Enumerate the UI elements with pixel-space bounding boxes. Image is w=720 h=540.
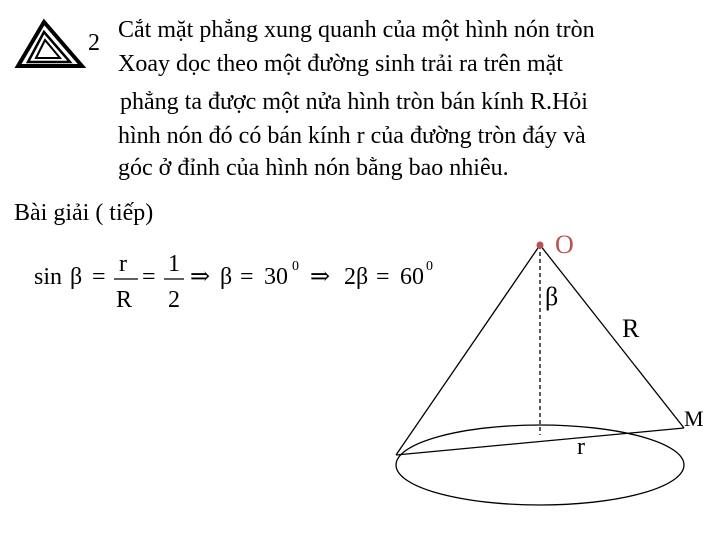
problem-text-line-5: góc ở đỉnh của hình nón bằng bao nhiêu.: [118, 155, 509, 181]
fraction-1-numerator: r: [119, 251, 127, 277]
formula-beta-2: β: [220, 264, 233, 290]
problem-text-line-2: Xoay dọc theo một đường sinh trải ra trên mặt: [118, 51, 563, 77]
formula-degree-2: 0: [426, 259, 433, 274]
problem-text-line-1: Cắt mặt phẳng xung quanh của một hình nón tròn: [118, 17, 595, 43]
formula-two-beta: 2β: [344, 264, 369, 290]
fraction-2-numerator: 1: [168, 251, 180, 277]
problem-text-line-4: hình nón đó có bán kính r của đường tròn đáy và: [118, 123, 586, 149]
formula-value-2: 60: [400, 264, 424, 290]
formula-value-1: 30: [264, 264, 288, 290]
formula-sin: sin: [34, 264, 63, 290]
solution-heading: Bài giải ( tiếp): [14, 200, 154, 226]
fraction-1-denominator: R: [116, 287, 133, 313]
radius-label: r: [577, 434, 585, 460]
formula-equals-1: =: [92, 264, 106, 290]
slant-line-left: [396, 245, 540, 455]
formula-equals-3: =: [240, 264, 254, 290]
formula-equals-2: =: [142, 264, 156, 290]
apex-label: O: [555, 230, 574, 259]
cone-base-ellipse: [396, 425, 684, 505]
slant-line-right: [540, 245, 684, 428]
apex-dot: [537, 242, 544, 249]
problem-text-line-3: phẳng ta được một nửa hình tròn bán kính R.Hỏi: [120, 89, 588, 115]
formula-equals-4: =: [376, 264, 390, 290]
formula-beta-1: β: [70, 264, 83, 290]
formula-degree-1: 0: [292, 259, 299, 274]
angle-label: β: [545, 282, 559, 311]
formula-implies-2: ⇒: [310, 264, 331, 290]
point-label: M: [684, 406, 704, 431]
fraction-2-denominator: 2: [168, 287, 180, 313]
problem-number: 2: [88, 30, 100, 56]
slant-label: R: [622, 314, 640, 343]
base-diameter-line: [396, 428, 684, 455]
formula-implies-1: ⇒: [190, 264, 211, 290]
